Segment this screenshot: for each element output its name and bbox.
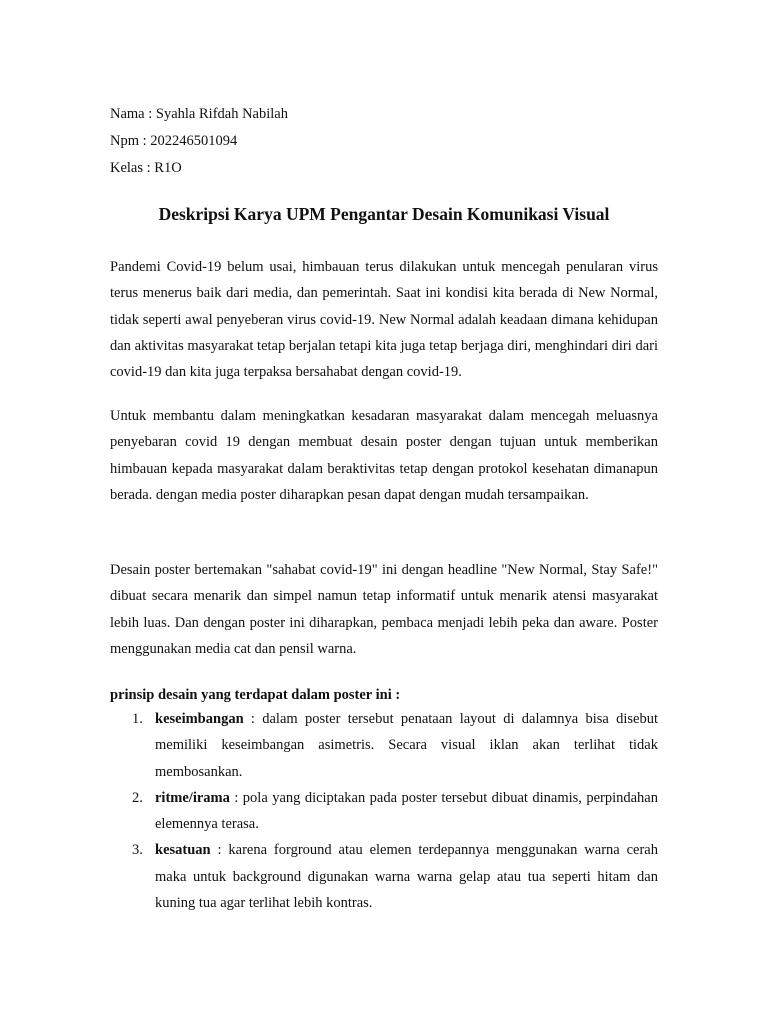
principles-heading: prinsip desain yang terdapat dalam poster ini : — [110, 687, 401, 703]
paragraph-poster-design: Desain poster bertemakan "sahabat covid-19" ini dengan headline "New Normal, Stay Safe!" dibuat secara menarik dan simpel namun tetap informatif untuk menarik atensi masyarakat lebih luas. Dan dengan poster ini diharapkan, pembaca menjadi lebih peka dan aware. Poster menggunakan media cat dan pensil warna. — [110, 562, 658, 657]
student-info — [110, 101, 288, 182]
principle-term: keseimbangan — [155, 711, 244, 727]
principle-item — [110, 837, 658, 916]
student-npm: Npm : 202246501094 — [110, 133, 238, 149]
principle-item — [110, 706, 658, 785]
paragraph-purpose: Untuk membantu dalam meningkatkan kesadaran masyarakat dalam mencegah meluasnya penyebaran covid 19 dengan membuat desain poster dengan tujuan untuk memberikan himbauan kepada masyarakat dalam beraktivitas tetap dengan protokol kesehatan dimanapun berada. dengan media poster diharapkan pesan dapat dengan mudah tersampaikan. — [110, 408, 658, 503]
principle-text: : karena forground atau elemen terdepannya menggunakan warna cerah maka untuk background digunakan warna warna gelap atau tua seperti hitam dan kuning tua agar terlihat lebih kontras. — [155, 842, 658, 912]
principle-term: kesatuan — [155, 842, 211, 859]
principle-item — [110, 785, 658, 838]
list-number: 1. — [132, 711, 143, 727]
principle-text: : dalam poster tersebut penataan layout di dalamnya bisa disebut memiliki keseimbangan asimetris. Secara visual iklan akan terlihat tidak membosankan. — [155, 711, 658, 780]
principle-term: ritme/irama — [155, 789, 230, 806]
student-name: Nama : Syahla Rifdah Nabilah — [110, 106, 288, 122]
list-number: 2. — [132, 789, 143, 806]
paragraph-pandemic: Pandemi Covid-19 belum usai, himbauan terus dilakukan untuk mencegah penularan virus terus menerus baik dari media, dan pemerintah. Saat ini kondisi kita berada di New Normal, tidak seperti awal penyeberan virus covid-19. New Normal adalah keadaan dimana kehidupan dan aktivitas masyarakat tetap berjalan tetapi kita juga tetap berjaga diri, menghindari diri dari covid-19 dan kita juga terpaksa bersahabat dengan covid-19. — [110, 259, 658, 381]
principle-text: : pola yang diciptakan pada poster tersebut dibuat dinamis, perpindahan elemennya terasa. — [155, 789, 658, 833]
principles-list — [110, 706, 658, 916]
document-title: Deskripsi Karya UPM Pengantar Desain Komunikasi Visual — [158, 204, 610, 224]
student-class: Kelas : R1O — [110, 160, 182, 176]
list-number: 3. — [132, 842, 143, 859]
